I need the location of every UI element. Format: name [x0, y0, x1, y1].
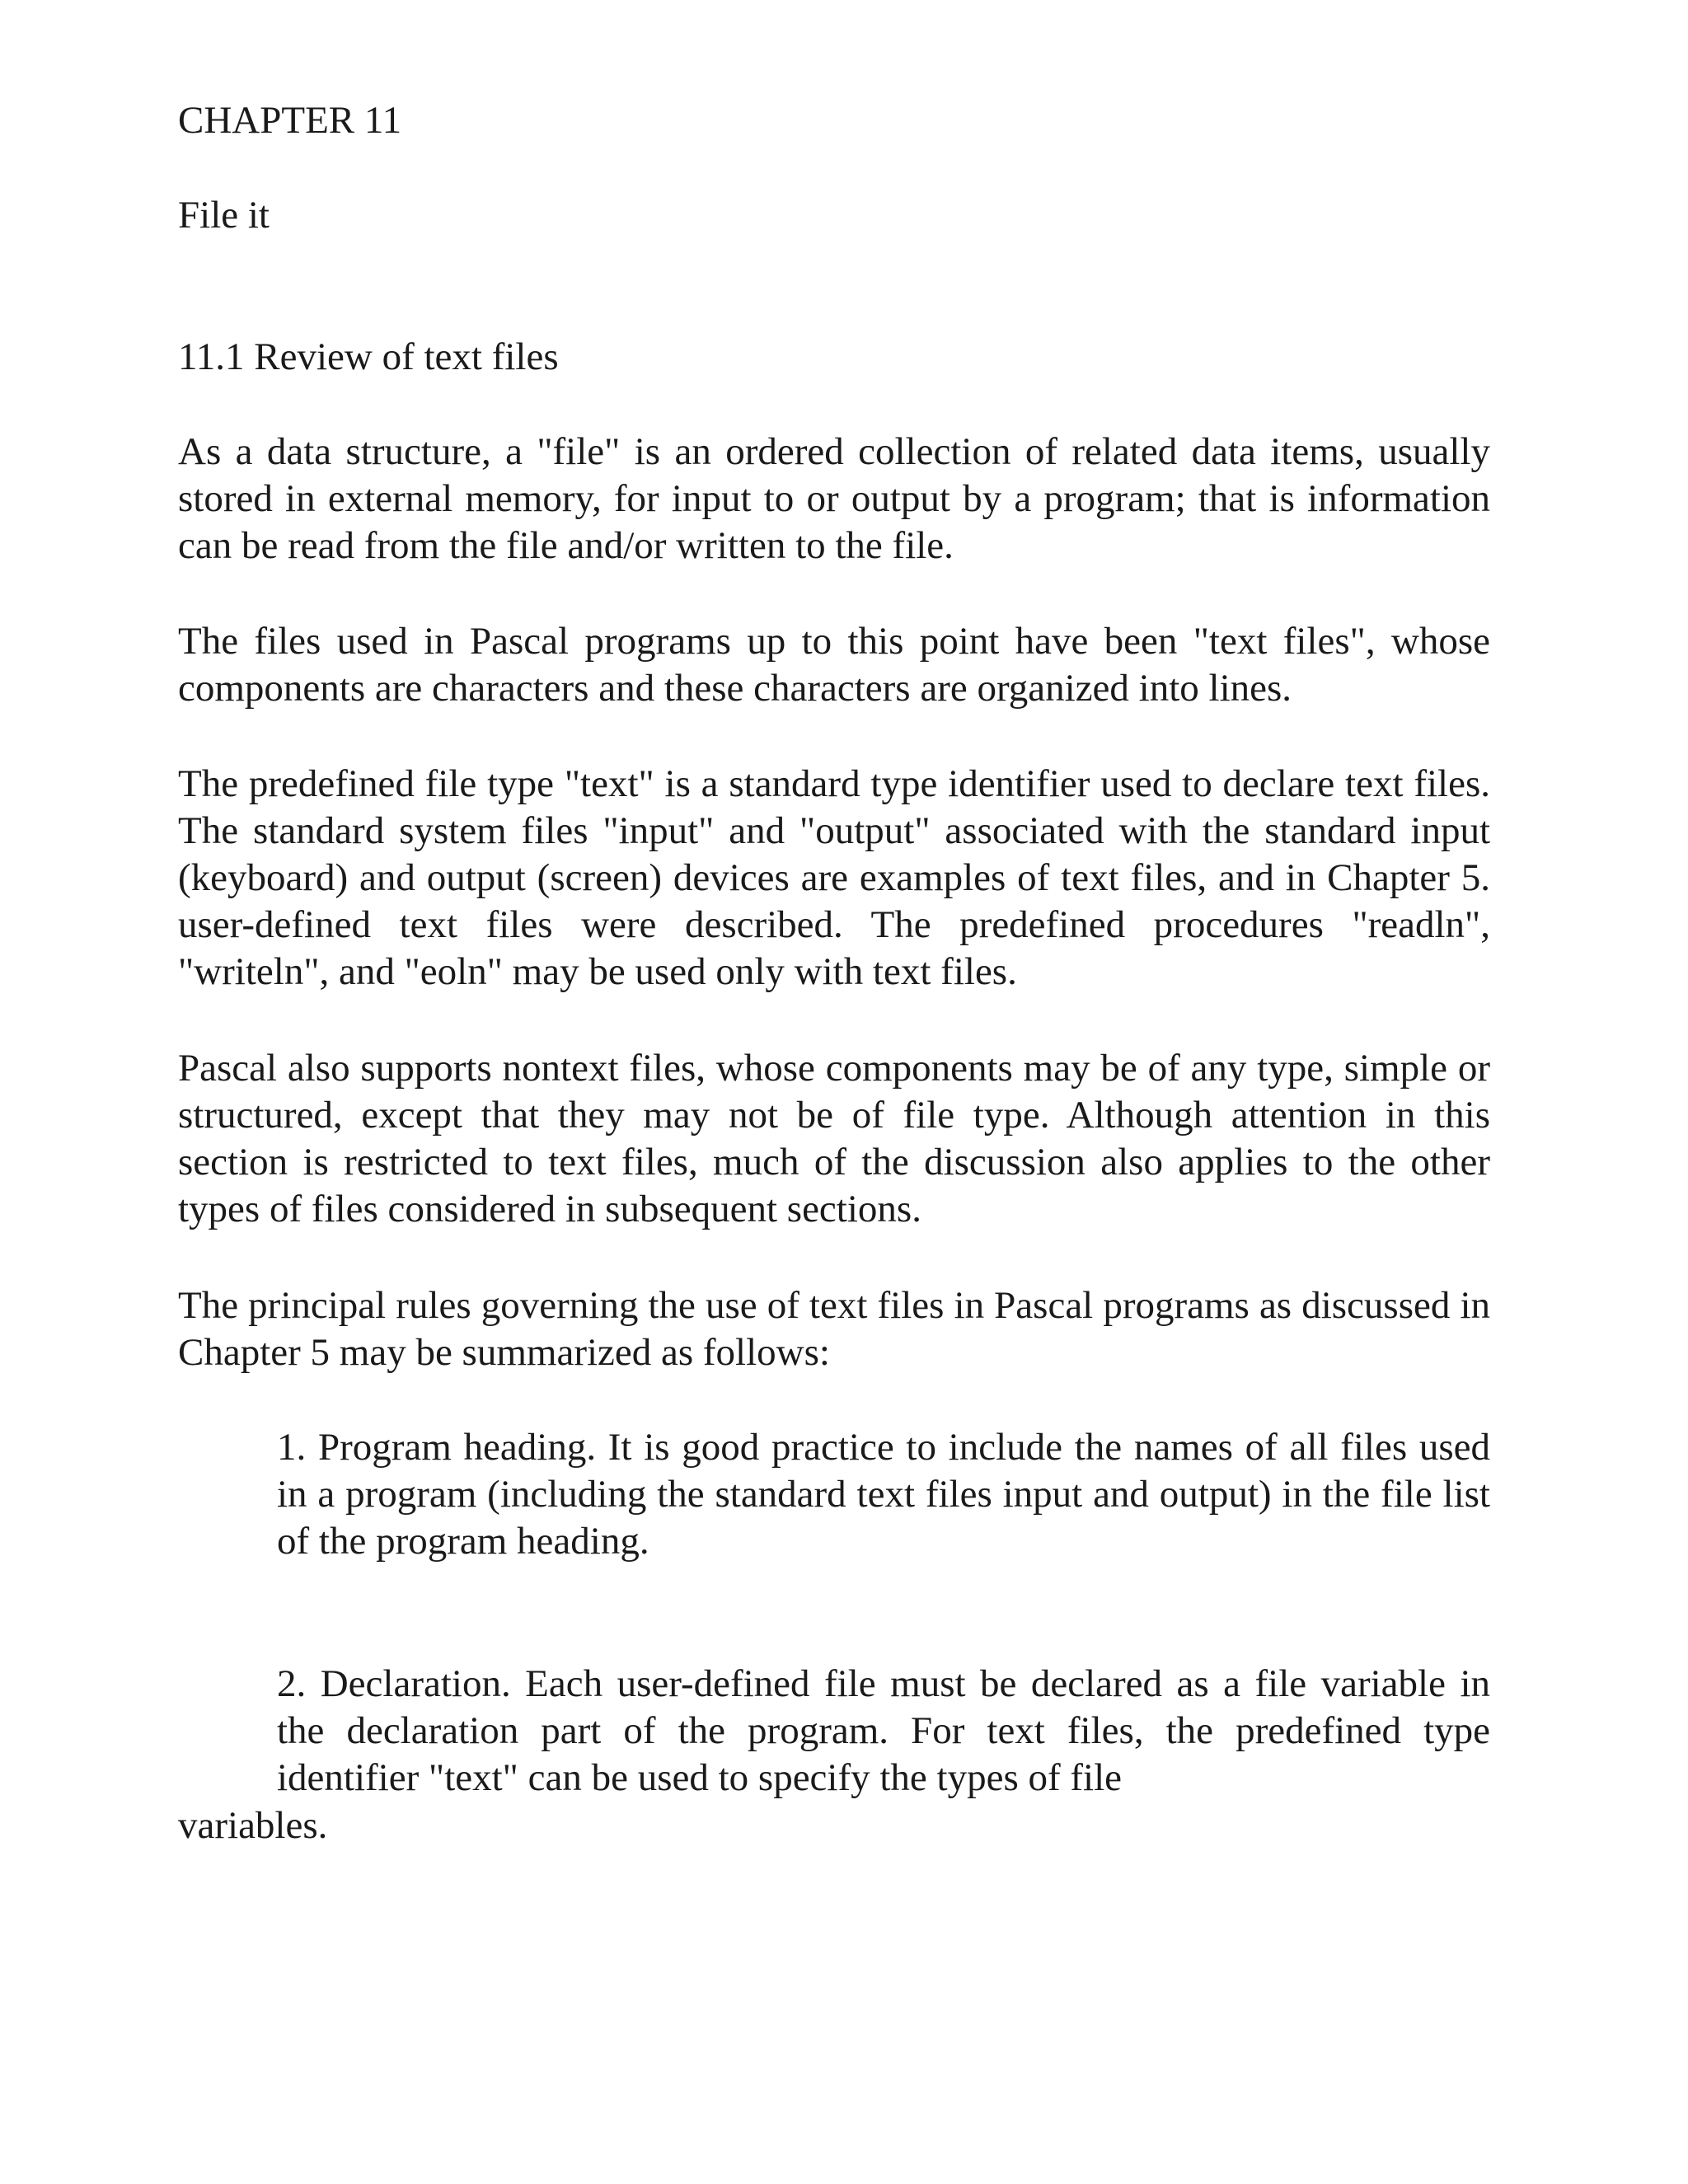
paragraph-text-files: The files used in Pascal programs up to this point have been "text files", whose components are characters and these characters are organized into lines.: [178, 620, 1490, 710]
paragraph-principal-rules: The principal rules governing the use of text files in Pascal programs as discussed in Chapter 5 may be summarized as follows:: [178, 1284, 1490, 1374]
paragraph-nontext-files: Pascal also supports nontext files, whose components may be of any type, simple or structured, except that they may not be of file type. Although attention in this section is restricted to text files, much of the discussion also applies to the other types of files considered in subsequent sections.: [178, 1047, 1490, 1230]
chapter-label: CHAPTER 11: [178, 99, 402, 142]
section-heading: 11.1 Review of text files: [178, 335, 559, 378]
chapter-title: File it: [178, 194, 270, 237]
rule-declaration-continuation: variables.: [178, 1804, 328, 1847]
rule-program-heading: 1. Program heading. It is good practice to include the names of all files used in a program (including the standard text files input and output) in the file list of the program heading.: [277, 1426, 1490, 1563]
paragraph-predefined-text-type: The predefined file type "text" is a standard type identifier used to declare text files. The standard system files "input" and "output" associated with the standard input (keyboard) and output (screen) devices are examples of text files, and in Chapter 5. user-defined text files were described. The predefined procedures "readln", "writeln", and "eoln" may be used only with text files.: [178, 762, 1490, 993]
paragraph-file-definition: As a data structure, a "file" is an ordered collection of related data items, usually stored in external memory, for input to or output by a program; that is information can be read from the file and/or written to the file.: [178, 430, 1490, 567]
rule-declaration: 2. Declaration. Each user-defined file must be declared as a file variable in the declaration part of the program. For text files, the predefined type identifier "text" can be used to specify the types of file: [277, 1662, 1490, 1799]
